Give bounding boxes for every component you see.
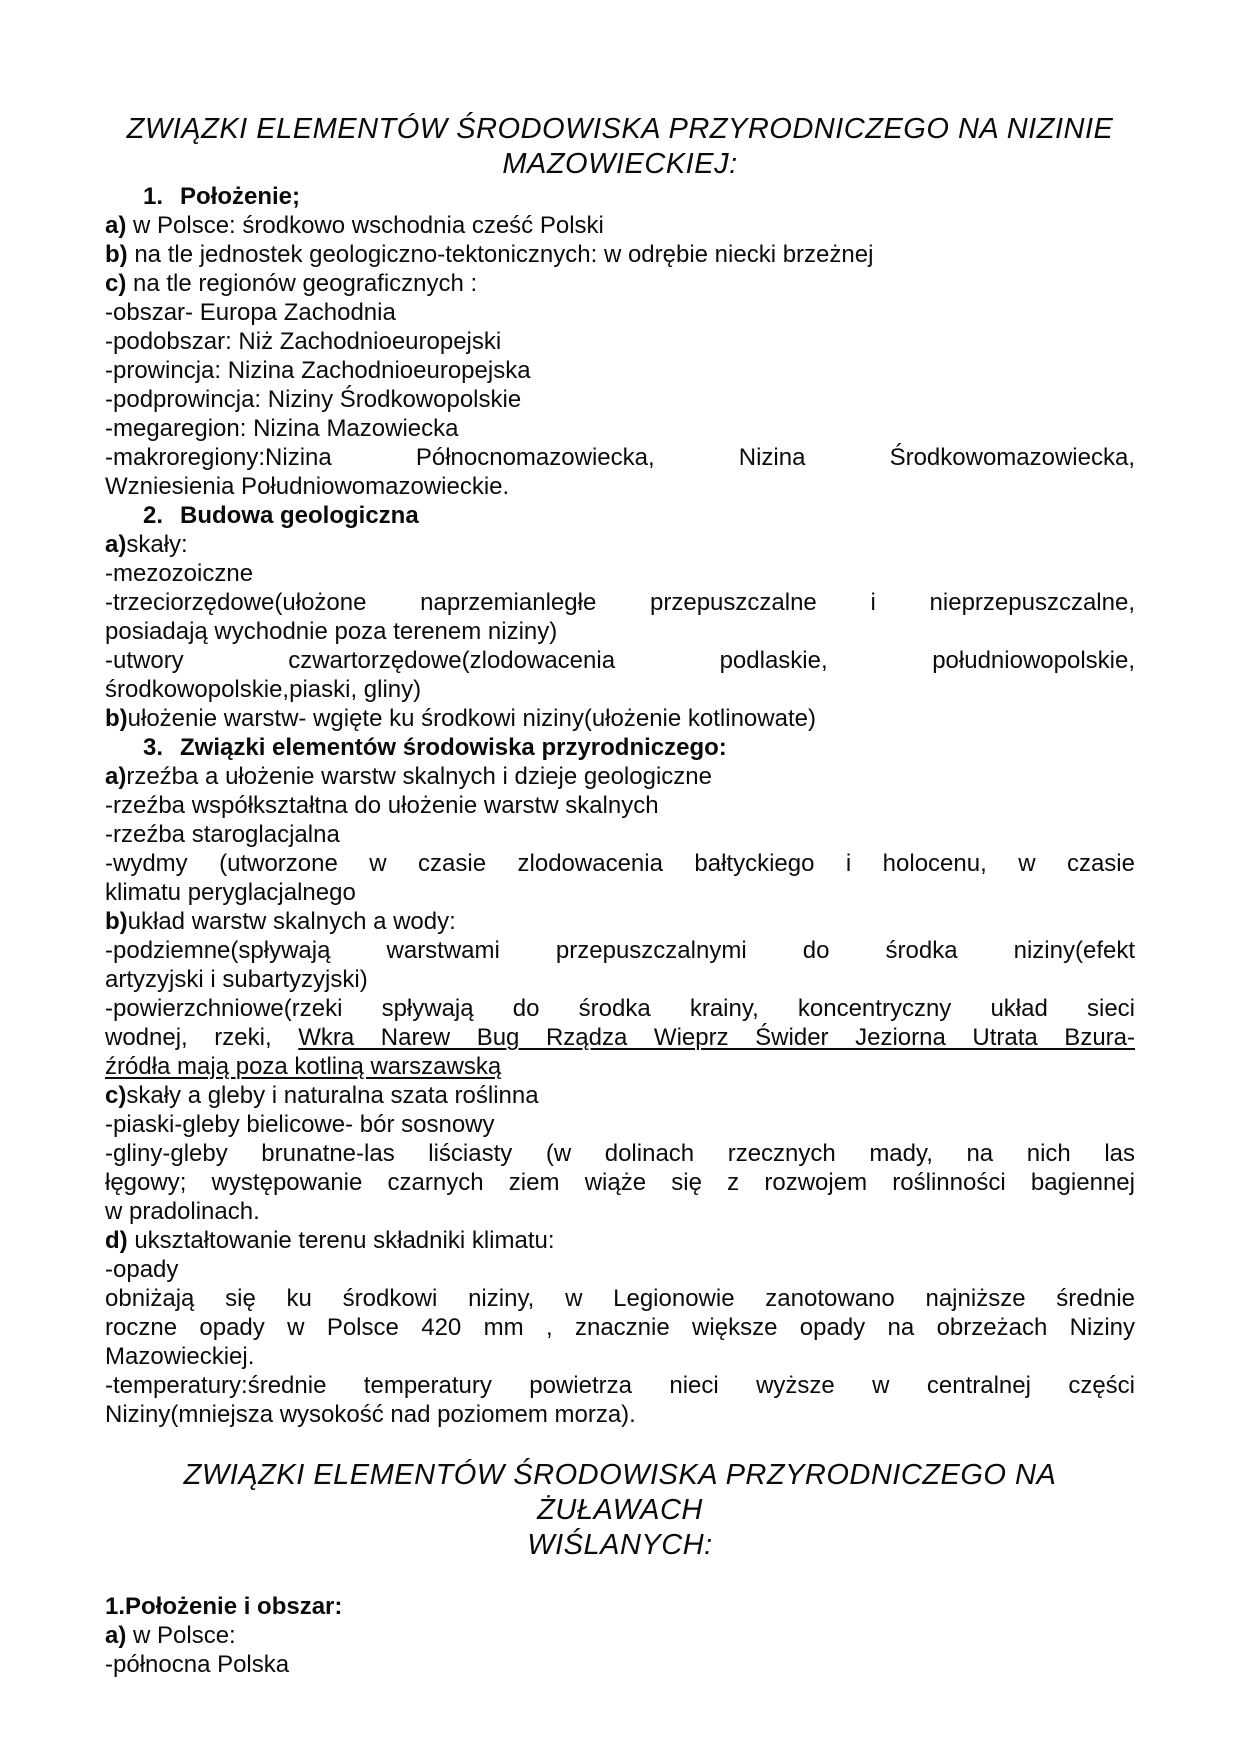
text-segment: d) [105,1227,128,1254]
section-heading [105,182,1135,211]
list-number: 1. [143,183,164,210]
document-line [105,1110,1135,1139]
text-segment: a) [105,1622,127,1649]
text-segment: -obszar- Europa Zachodnia [105,299,396,326]
document-line [105,1226,1135,1255]
text-segment: 1.Położenie i obszar: [105,1593,343,1620]
text-segment: -utwory czwartorzędowe(zlodowacenia podlaskie, południowopolskie, [105,647,1135,674]
document-line [105,936,1135,965]
document-line [105,414,1135,443]
text-segment: a) [105,212,127,239]
text-segment: w pradolinach. [105,1198,260,1225]
section-heading [105,1592,1135,1621]
text-segment: na tle regionów geograficznych : [126,270,478,297]
document-line [105,646,1135,675]
text-segment: Wzniesienia Południowomazowieckie. [105,473,510,500]
text-segment: ułożenie warstw- wgięte ku środkowi niziny(ułożenie kotlinowate) [127,705,816,732]
document-line [105,356,1135,385]
text-segment: -podprowincja: Niziny Środkowopolskie [105,386,522,413]
document-line [105,878,1135,907]
document-line [105,1023,1135,1052]
text-segment: klimatu peryglacjalnego [105,879,356,906]
document-line [105,1168,1135,1197]
text-segment: Wkra Narew Bug Rządza Wieprz Świder Jeziorna Utrata Bzura- [298,1024,1135,1051]
text-segment: artyzyjski i subartyzyjski) [105,966,368,993]
section-title [105,1528,1135,1563]
document-line [105,1313,1135,1342]
text-segment: b) [105,908,128,935]
section-title [105,1458,1135,1528]
text-segment: skały: [126,531,188,558]
text-segment: -rzeźba współkształtna do ułożenie warstw skalnych [105,792,659,819]
text-segment: w Polsce: środkowo wschodnia cześć Polski [126,212,604,239]
document-line [105,704,1135,733]
document-line [105,1284,1135,1313]
text-segment: -północna Polska [105,1651,290,1678]
document-line [105,385,1135,414]
section-title [105,112,1135,147]
document-line [105,211,1135,240]
document-line [105,269,1135,298]
document-line [105,1371,1135,1400]
text-segment: -wydmy (utworzone w czasie zlodowacenia bałtyckiego i holocenu, w czasie [105,850,1135,877]
document-line [105,1650,1135,1679]
document-line [105,298,1135,327]
document-line [105,820,1135,849]
text-segment: -mezozoiczne [105,560,254,587]
text-segment: MAZOWIECKIEJ: [502,148,738,180]
text-segment: -makroregiony:Nizina Północnomazowiecka, Nizina Środkowomazowiecka, [105,444,1135,471]
document-line [105,1081,1135,1110]
document-line [105,472,1135,501]
text-segment: -opady [105,1256,179,1283]
text-segment: a) [105,531,127,558]
text-segment: źródła mają poza kotliną warszawską [105,1053,502,1080]
text-segment: -podziemne(spływają warstwami przepuszczalnymi do środka niziny(efekt [105,937,1135,964]
text-segment: Niziny(mniejsza wysokość nad poziomem morza). [105,1401,636,1428]
text-segment: -gliny-gleby brunatne-las liściasty (w dolinach rzecznych mady, na nich las [105,1140,1135,1167]
text-segment: obniżają się ku środkowi niziny, w Legionowie zanotowano najniższe średnie [105,1285,1135,1312]
document-line [105,1255,1135,1284]
text-segment: Mazowieckiej. [105,1343,255,1370]
text-segment: posiadają wychodnie poza terenem niziny) [105,618,558,645]
text-segment: roczne opady w Polsce 420 mm , znacznie większe opady na obrzeżach Niziny [105,1314,1135,1341]
text-segment: ZWIĄZKI ELEMENTÓW ŚRODOWISKA PRZYRODNICZEGO NA ŻUŁAWACH [183,1459,1057,1526]
document-line [105,559,1135,588]
text-segment: ZWIĄZKI ELEMENTÓW ŚRODOWISKA PRZYRODNICZEGO NA NIZINIE [126,113,1114,145]
text-segment: Położenie; [180,183,301,210]
text-segment: ukształtowanie terenu składniki klimatu: [127,1227,555,1254]
text-segment: rzeźba a ułożenie warstw skalnych i dzieje geologiczne [126,763,712,790]
document-line [105,327,1135,356]
text-segment: w Polsce: [126,1622,236,1649]
section-heading [105,733,1135,762]
text-segment: wodnej, rzeki, [105,1024,299,1051]
text-segment: układ warstw skalnych a wody: [127,908,456,935]
section-title [105,147,1135,182]
text-segment: -temperatury:średnie temperatury powietrza nieci wyższe w centralnej części [105,1372,1135,1399]
section-heading [105,501,1135,530]
document-line [105,1342,1135,1371]
document-line [105,994,1135,1023]
document-line [105,791,1135,820]
text-segment: -prowincja: Nizina Zachodnioeuropejska [105,357,531,384]
text-segment: środkowopolskie,piaski, gliny) [105,676,422,703]
text-segment: c) [105,1082,127,1109]
text-segment: c) [105,270,127,297]
document-line [105,762,1135,791]
text-segment: skały a gleby i naturalna szata roślinna [126,1082,539,1109]
text-segment: -trzeciorzędowe(ułożone naprzemianległe przepuszczalne i nieprzepuszczalne, [105,589,1135,616]
text-segment: -powierzchniowe(rzeki spływają do środka krainy, koncentryczny układ sieci [105,995,1135,1022]
text-segment: Związki elementów środowiska przyrodniczego: [180,734,727,761]
document-line [105,965,1135,994]
text-segment: b) [105,705,128,732]
text-segment: -piaski-gleby bielicowe- bór sosnowy [105,1111,495,1138]
document-line [105,588,1135,617]
document-line [105,240,1135,269]
text-segment: b) [105,241,128,268]
text-segment: na tle jednostek geologiczno-tektonicznych: w odrębie niecki brzeżnej [127,241,874,268]
text-segment: a) [105,763,127,790]
document-line [105,1621,1135,1650]
text-segment: -rzeźba staroglacjalna [105,821,340,848]
document-line [105,1052,1135,1081]
text-segment: Budowa geologiczna [180,502,419,529]
document-line [105,530,1135,559]
list-number: 2. [143,502,164,529]
document-line [105,849,1135,878]
list-number: 3. [143,734,164,761]
text-segment: -podobszar: Niż Zachodnioeuropejski [105,328,502,355]
document-line [105,443,1135,472]
document-line [105,907,1135,936]
document-line [105,1400,1135,1429]
document-line [105,675,1135,704]
text-segment: -megaregion: Nizina Mazowiecka [105,415,459,442]
text-segment: łęgowy; występowanie czarnych ziem wiąże się z rozwojem roślinności bagiennej [105,1169,1135,1196]
text-segment: WIŚLANYCH: [527,1529,713,1561]
document-line [105,1139,1135,1168]
document-line [105,1197,1135,1226]
document-line [105,617,1135,646]
